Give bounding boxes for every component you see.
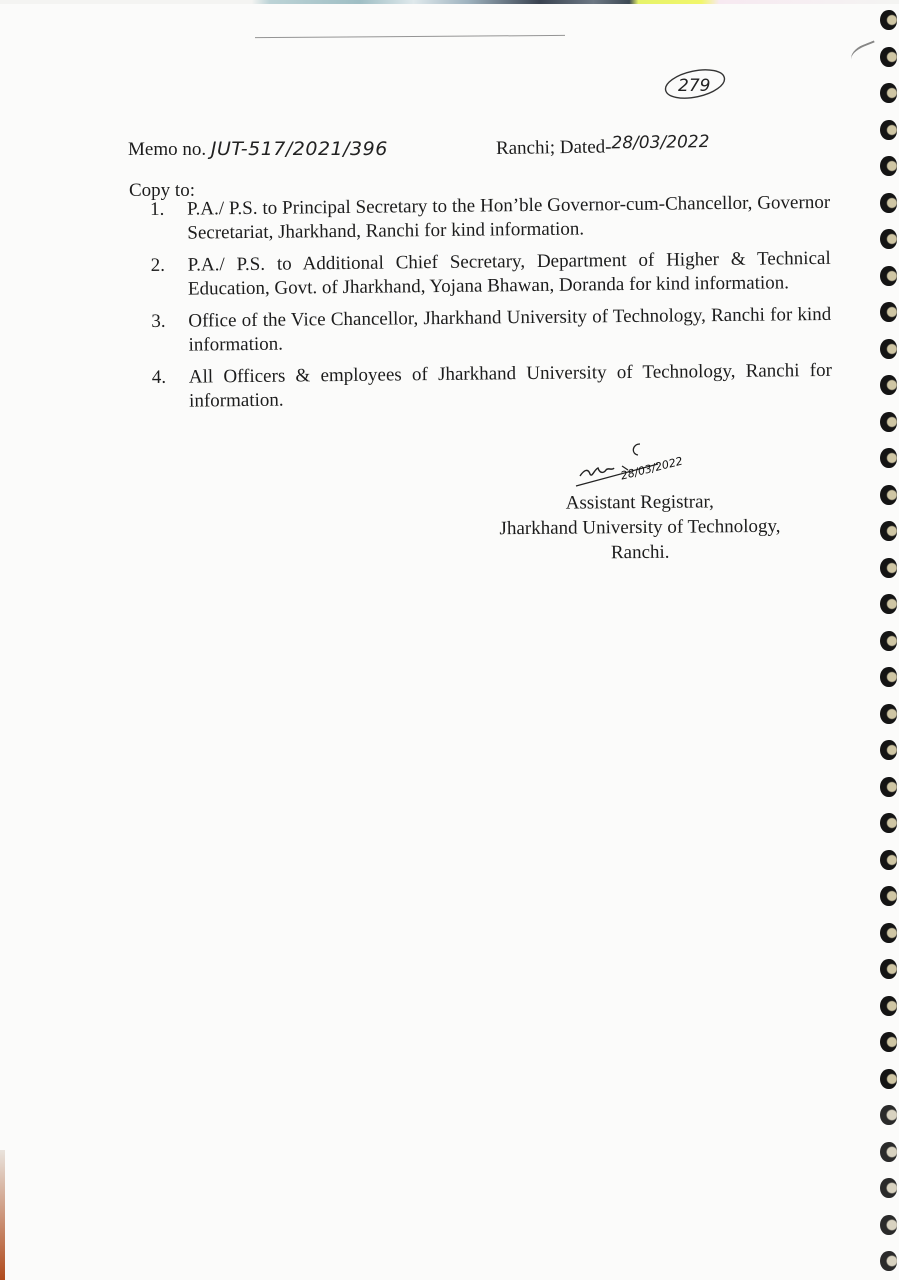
binding-ring-icon: [880, 412, 897, 432]
binding-ring-icon: [880, 375, 897, 395]
recipient-item: [152, 359, 832, 414]
signatory-block: [470, 489, 811, 567]
recipient-text: P.A./ P.S. to Principal Secretary to the Hon’ble Governor-cum-Chancellor, Governor Secretariat, Jharkhand, Ranchi for kind information.: [187, 191, 831, 244]
memo-label: Memo no.: [128, 139, 207, 160]
recipient-number: 4.: [151, 366, 167, 388]
binding-ring-icon: [880, 83, 897, 103]
recipient-list: [150, 191, 832, 422]
dated-label: Ranchi; Dated-: [495, 136, 612, 159]
binding-ring-icon: [880, 777, 897, 797]
binding-ring-icon: [880, 266, 897, 286]
recipient-number: 3.: [151, 310, 166, 332]
binding-ring-icon: [880, 1069, 897, 1089]
binding-ring-icon: [880, 558, 897, 578]
handwritten-page-number: [662, 66, 728, 100]
spiral-binding: [878, 0, 899, 1280]
recipient-text: All Officers & employees of Jharkhand University of Technology, Ranchi for information.: [188, 359, 832, 412]
binding-ring-icon: [880, 594, 897, 614]
binding-ring-icon: [880, 704, 897, 724]
binding-ring-icon: [880, 631, 897, 651]
binding-ring-icon: [880, 667, 897, 687]
date-line: [495, 132, 710, 160]
binding-ring-icon: [880, 1032, 897, 1052]
recipient-number: 1.: [150, 198, 165, 220]
dated-value: 28/03/2022: [611, 132, 710, 154]
page-number-text: 279: [678, 76, 711, 96]
binding-ring-icon: [880, 339, 897, 359]
binding-ring-icon: [880, 886, 897, 906]
signatory-organization: Jharkhand University of Technology,: [499, 515, 781, 540]
binding-ring-icon: [880, 120, 897, 140]
recipient-item: [151, 303, 831, 358]
pencil-mark: [848, 40, 880, 65]
binding-ring-icon: [880, 1178, 897, 1198]
recipient-text: P.A./ P.S. to Additional Chief Secretary, Department of Higher & Technical Education, Govt. of Jharkhand, Yojana Bhawan, Doranda for kind information.: [187, 247, 831, 300]
recipient-number: 2.: [150, 254, 166, 276]
memo-line: [128, 138, 388, 161]
binding-ring-icon: [880, 47, 897, 67]
binding-ring-icon: [880, 10, 897, 30]
binding-ring-icon: [880, 996, 897, 1016]
binding-ring-icon: [880, 1251, 897, 1271]
binding-ring-icon: [880, 193, 897, 213]
signatory-city: Ranchi.: [610, 541, 670, 564]
binding-ring-icon: [880, 850, 897, 870]
binding-ring-icon: [880, 485, 897, 505]
top-edge-strip: [0, 0, 899, 4]
binding-ring-icon: [880, 229, 897, 249]
circled-page-number-icon: [662, 66, 728, 100]
binding-ring-icon: [880, 156, 897, 176]
copy-to-heading: Copy to:: [129, 180, 195, 201]
binding-ring-icon: [880, 740, 897, 760]
recipient-text: Office of the Vice Chancellor, Jharkhand University of Technology, Ranchi for kind information.: [188, 303, 832, 356]
left-edge-shadow: [0, 1150, 5, 1280]
binding-ring-icon: [880, 521, 897, 541]
binding-ring-icon: [880, 448, 897, 468]
binding-ring-icon: [880, 302, 897, 322]
binding-ring-icon: [880, 1142, 897, 1162]
binding-ring-icon: [880, 923, 897, 943]
binding-ring-icon: [880, 813, 897, 833]
signature-date: 28/03/2022: [619, 454, 685, 483]
binding-ring-icon: [880, 959, 897, 979]
recipient-item: [151, 247, 831, 302]
recipient-item: [150, 191, 830, 246]
binding-ring-icon: [880, 1105, 897, 1125]
binding-ring-icon: [880, 1215, 897, 1235]
signatory-designation: Assistant Registrar,: [565, 491, 714, 514]
memo-number: JUT-517/2021/396: [210, 138, 388, 160]
header-rule-line: [255, 35, 565, 38]
